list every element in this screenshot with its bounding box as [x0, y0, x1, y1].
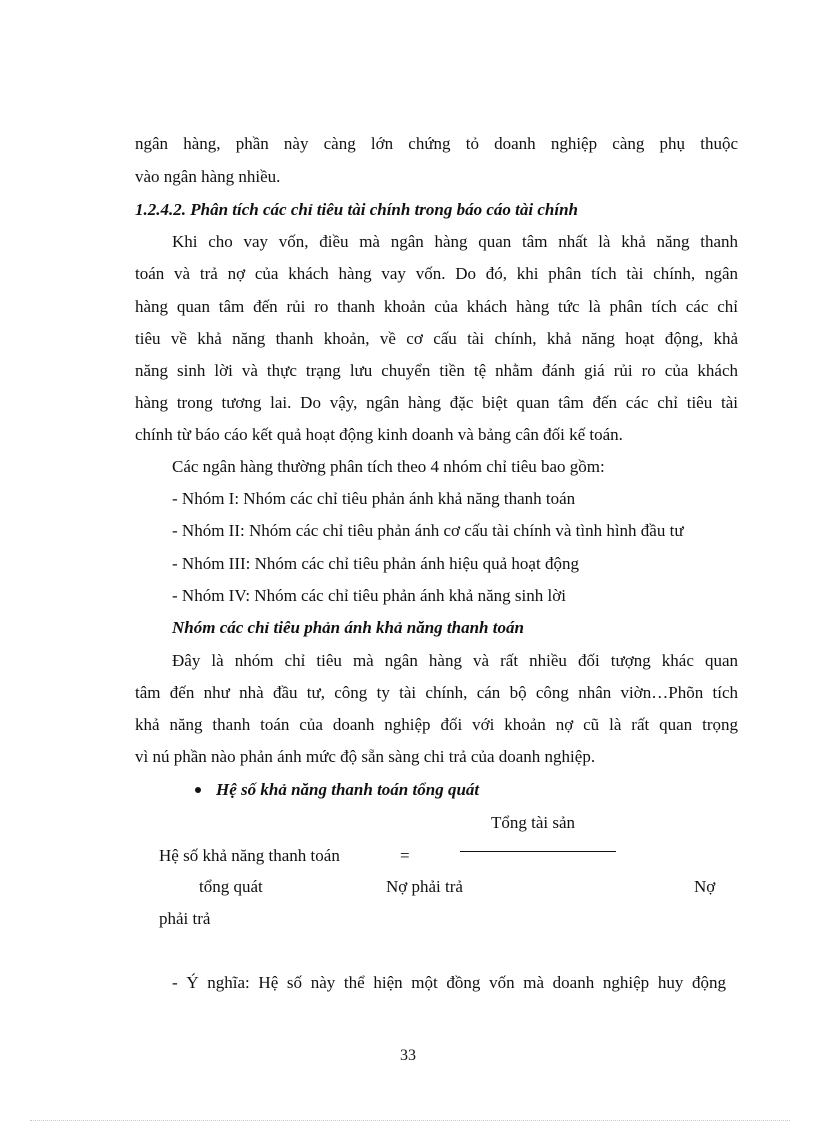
body-text-line: - Ý nghĩa: Hệ số này thể hiện một đồng vốn mà doanh nghiệp huy động [172, 973, 726, 992]
body-text-line: hàng quan tâm đến rủi ro thanh khoản của khách hàng tức là phân tích các chỉ [135, 297, 738, 316]
list-item: - Nhóm III: Nhóm các chỉ tiêu phản ánh hiệu quả hoạt động [172, 554, 579, 573]
body-text-line: tâm đến như nhà đầu tư, công ty tài chính, cán bộ công nhân viờn…Phõn tích [135, 683, 738, 702]
section-heading: 1.2.4.2. Phân tích các chỉ tiêu tài chính trong báo cáo tài chính [135, 200, 578, 219]
body-text-line: Các ngân hàng thường phân tích theo 4 nhóm chỉ tiêu bao gồm: [172, 457, 605, 476]
list-item: - Nhóm IV: Nhóm các chỉ tiêu phản ánh khả năng sinh lời [172, 586, 566, 605]
formula-stray-text: Nợ [694, 877, 716, 896]
formula-numerator: Tổng tài sản [491, 813, 576, 832]
body-text-line: vào ngân hàng nhiều. [135, 167, 281, 186]
body-text-line: ngân hàng, phần này càng lớn chứng tỏ doanh nghiệp càng phụ thuộc [135, 134, 738, 153]
subsection-heading: Nhóm các chỉ tiêu phản ánh khả năng thanh toán [172, 618, 524, 637]
bullet-icon [195, 787, 201, 793]
body-text-line: hàng trong tương lai. Do vậy, ngân hàng đặc biệt quan tâm đến các chỉ tiêu tài [135, 393, 738, 412]
body-text-line: khả năng thanh toán của doanh nghiệp đối với khoản nợ cũ là rất quan trọng [135, 715, 738, 734]
formula-equals: = [400, 846, 410, 865]
fraction-bar [460, 851, 616, 852]
body-text-line: toán và trả nợ của khách hàng vay vốn. Do đó, khi phân tích tài chính, ngân [135, 264, 738, 283]
formula-stray-text: phải trả [159, 909, 211, 928]
list-item: - Nhóm I: Nhóm các chỉ tiêu phản ánh khả năng thanh toán [172, 489, 576, 508]
body-text-line: vì nú phần nào phản ánh mức độ sẵn sàng chi trả của doanh nghiệp. [135, 747, 596, 766]
body-text-line: năng sinh lời và thực trạng lưu chuyển tiền tệ nhằm đánh giá rủi ro của khách [135, 361, 738, 380]
page-number: 33 [400, 1047, 416, 1064]
body-text-line: chính từ báo cáo kết quả hoạt động kinh doanh và bảng cân đối kế toán. [135, 425, 623, 444]
body-text-line: Khi cho vay vốn, điều mà ngân hàng quan tâm nhất là khả năng thanh [172, 232, 738, 251]
bullet-heading: Hệ số khả năng thanh toán tổng quát [216, 780, 480, 799]
page-border [30, 1120, 790, 1121]
formula-label-continued: tổng quát [199, 877, 263, 896]
formula-denominator: Nợ phải trả [386, 877, 463, 896]
body-text-line: Đây là nhóm chỉ tiêu mà ngân hàng và rất nhiều đối tượng khác quan [172, 651, 738, 670]
formula-label: Hệ số khả năng thanh toán [159, 846, 340, 865]
body-text-line: tiêu về khả năng thanh khoản, về cơ cấu tài chính, khả năng hoạt động, khả [135, 329, 738, 348]
list-item: - Nhóm II: Nhóm các chỉ tiêu phản ánh cơ cấu tài chính và tình hình đầu tư [172, 521, 684, 540]
